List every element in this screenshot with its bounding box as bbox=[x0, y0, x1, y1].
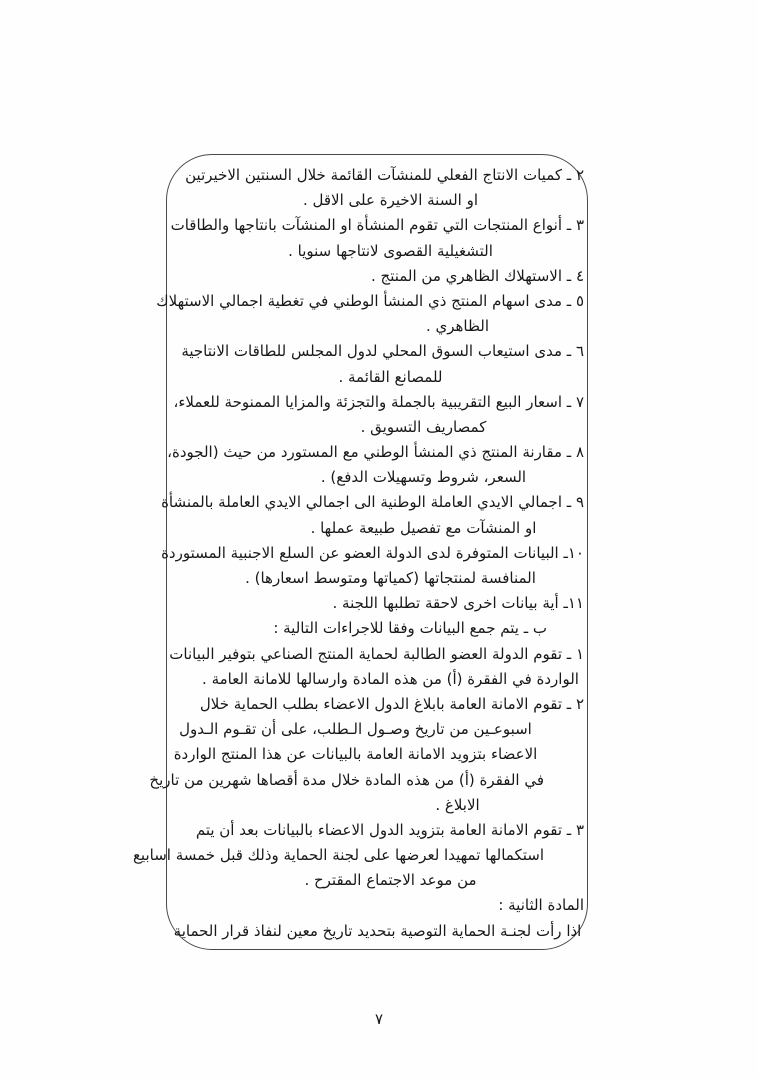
document-line: ب ـ يتم جمع البيانات وفقا للاجراءات التالية : bbox=[273, 619, 547, 638]
document-line: الاعضاء بتزويد الامانة العامة بالبيانات عن هذا المنتج الواردة bbox=[173, 745, 538, 764]
document-line: ٣ ـ أنواع المنتجات التي تقوم المنشأة او المنشآت بانتاجها والطاقات bbox=[170, 216, 584, 235]
document-line: ٢ ـ كميات الانتاج الفعلي للمنشآت القائمة خلال السنتين الاخيرتين bbox=[185, 166, 584, 184]
document-line: ١١ـ أية بيانات اخرى لاحقة تطلبها اللجنة . bbox=[332, 594, 584, 613]
document-line: الظاهري . bbox=[425, 317, 490, 336]
document-line: اسبوعـين من تاريخ وصـول الـطلب، على أن تقـوم الـدول bbox=[179, 720, 532, 739]
document-line: ٨ ـ مقارنة المنتج ذي المنشأ الوطني مع المستورد من حيث (الجودة، bbox=[167, 443, 584, 462]
document-line: للمصانع القائمة . bbox=[338, 367, 443, 386]
document-line: الواردة في الفقرة (أ) من هذه المادة وارسالها للامانة العامة . bbox=[202, 669, 579, 688]
document-line: من موعد الاجتماع المقترح . bbox=[304, 871, 477, 890]
document-line: ٦ ـ مدى استيعاب السوق المحلي لدول المجلس للطاقات الانتاجية bbox=[181, 342, 584, 361]
document-line: ٣ ـ تقوم الامانة العامة بتزويد الدول الاعضاء بالبيانات بعد أن يتم bbox=[195, 820, 584, 839]
document-line: اذا رأت لجنـة الحماية التوصية بتحديد تاريخ معين لنفاذ قرار الحماية bbox=[173, 921, 582, 940]
document-line: استكمالها تمهيدا لعرضها على لجنة الحماية وذلك قبل خمسة اسابيع bbox=[132, 846, 544, 865]
page-number: ٧ bbox=[374, 1010, 384, 1028]
document-line: ٩ ـ اجمالي الايدي العاملة الوطنية الى اجمالي الايدي العاملة بالمنشأة bbox=[161, 493, 584, 512]
document-line: التشغيلية القصوى لانتاجها سنويا . bbox=[288, 241, 493, 260]
document-line: في الفقرة (أ) من هذه المادة خلال مدة أقصاها شهرين من تاريخ bbox=[149, 770, 544, 789]
document-line: او السنة الاخيرة على الاقل . bbox=[302, 191, 479, 210]
document-line: المادة الثانية : bbox=[498, 896, 584, 915]
document-body bbox=[132, 163, 588, 944]
document-line: ١ ـ تقوم الدولة العضو الطالبة لحماية المنتج الصناعي بتوفير البيانات bbox=[169, 644, 584, 663]
document-line: ٥ ـ مدى اسهام المنتج ذي المنشأ الوطني في تغطية اجمالي الاستهلاك bbox=[156, 291, 584, 310]
document-line: الابلاغ . bbox=[435, 795, 480, 814]
document-line: ١٠ـ البيانات المتوفرة لدى الدولة العضو عن السلع الاجنبية المستوردة bbox=[161, 543, 584, 562]
document-line: المنافسة لمنتجاتها (كمياتها ومتوسط اسعارها) . bbox=[245, 569, 536, 587]
document-line: ٤ ـ الاستهلاك الظاهري من المنتج . bbox=[370, 266, 584, 285]
document-line: كمصاريف التسويق . bbox=[360, 417, 487, 436]
document-line: السعر، شروط وتسهيلات الدفع) . bbox=[320, 468, 527, 487]
document-line: ٢ ـ تقوم الامانة العامة بابلاغ الدول الاعضاء بطلب الحماية خلال bbox=[199, 694, 584, 713]
document-line: ٧ ـ اسعار البيع التقريبية بالجملة والتجزئة والمزايا الممنوحة للعملاء، bbox=[173, 392, 584, 411]
document-line: او المنشآت مع تفصيل طبيعة عملها . bbox=[310, 518, 537, 537]
